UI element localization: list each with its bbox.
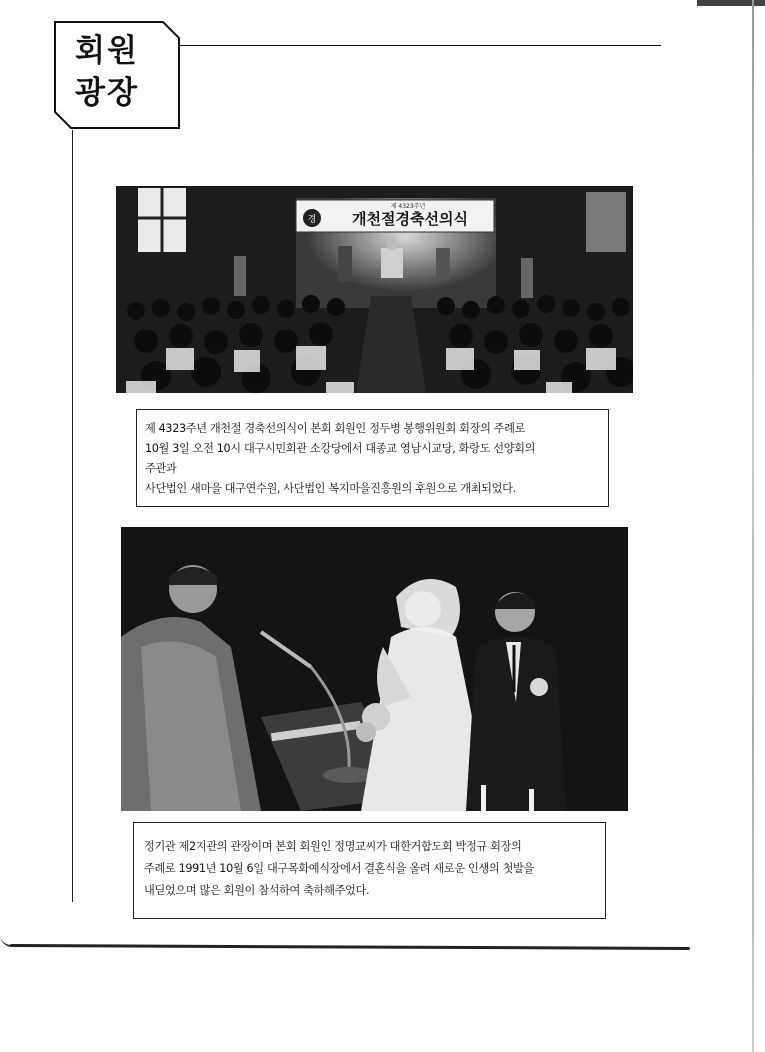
bottom-rule xyxy=(10,944,690,950)
caption-line: 정기관 제2지관의 관장이며 본회 회원인 정명교씨가 대한거합도회 박정규 회장의 xyxy=(144,840,522,853)
header-rule xyxy=(179,45,661,46)
caption-line: 주례로 1991년 10월 6일 대구목화예식장에서 결혼식을 올려 새로운 인생의 첫발을 xyxy=(144,862,534,875)
ceremony-hall-photo xyxy=(116,186,633,393)
page-corner-mark xyxy=(697,0,765,6)
caption-line: 10월 3일 오전 10시 대구시민회관 소강당에서 대종교 영남시교당, 화랑도 선양회의 xyxy=(145,442,536,455)
page-edge-shadow xyxy=(752,0,754,1052)
section-title xyxy=(75,30,155,114)
svg-text:경: 경 xyxy=(307,215,317,225)
left-margin-rule xyxy=(72,130,73,902)
section-title-line-2: 광장 xyxy=(75,75,139,111)
section-title-line-1: 회원 xyxy=(75,33,139,69)
banner-title: 개천절경축선의식 xyxy=(352,210,468,228)
ceremony-caption xyxy=(136,409,609,507)
wedding-ceremony-photo xyxy=(121,527,628,811)
caption-line: 주관과 xyxy=(145,462,177,475)
banner-subtitle: 제 4323주년 xyxy=(390,203,426,210)
wedding-caption xyxy=(133,822,606,919)
caption-line: 내딛었으며 많은 회원이 참석하여 축하해주었다. xyxy=(144,884,370,897)
caption-line: 제 4323주년 개천절 경축선의식이 본회 회원인 정두병 봉행위원회 회장의 주례로 xyxy=(145,422,526,435)
caption-line: 사단법인 새마을 대구연수원, 사단법인 복지마을진흥원의 후원으로 개최되었다. xyxy=(145,482,516,495)
